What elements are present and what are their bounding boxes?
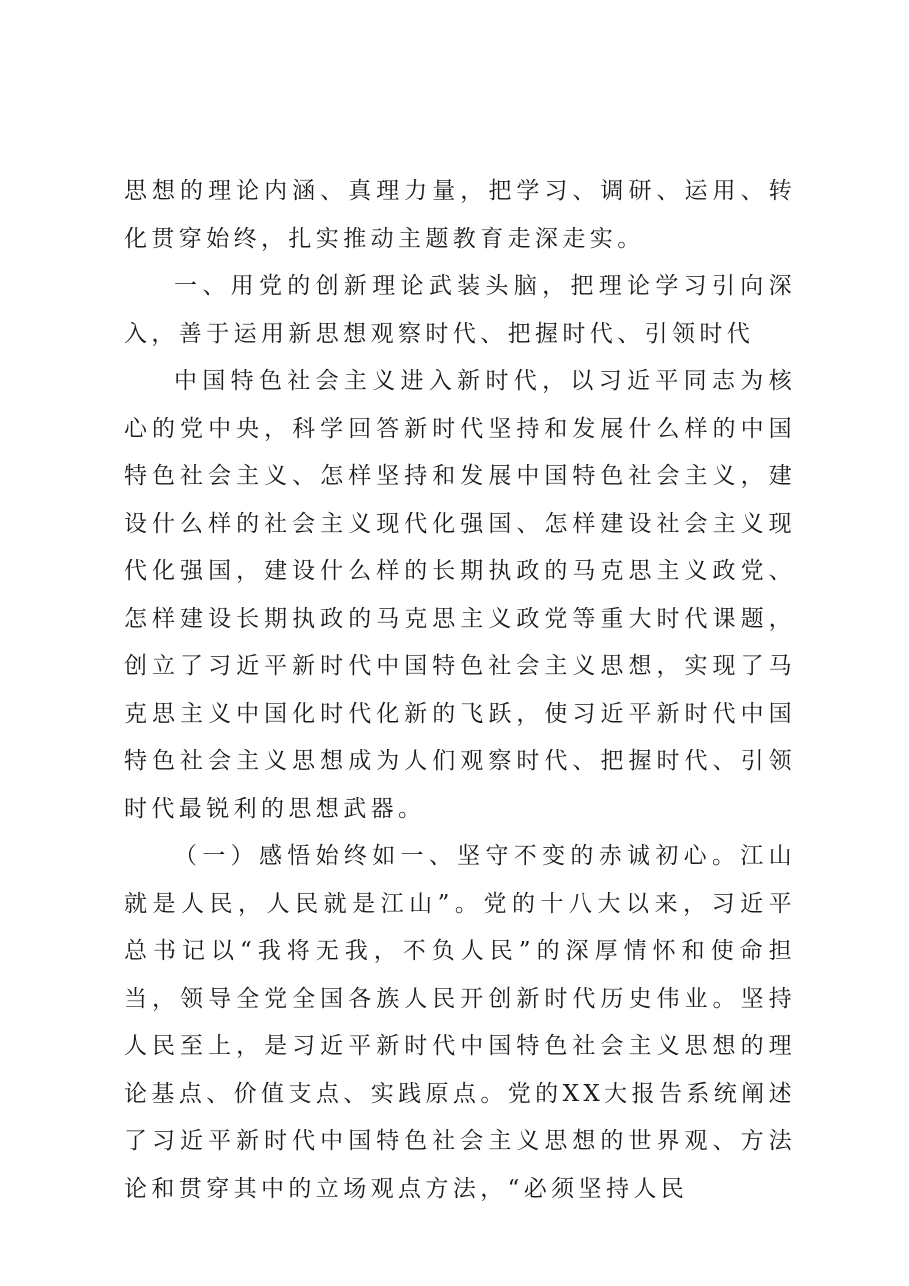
section-heading: 一、用党的创新理论武装头脑，把理论学习引向深入，善于运用新思想观察时代、把握时代、引领时代	[124, 273, 796, 347]
document-body	[124, 168, 796, 1213]
paragraph-continuation: 思想的理论内涵、真理力量，把学习、调研、运用、转化贯穿始终，扎实推动主题教育走深走实。	[124, 178, 796, 252]
paragraph-subsection-one: （一）感悟始终如一、坚守不变的赤诚初心。江山就是人民，人民就是江山”。党的十八大以来，习近平总书记以“我将无我，不负人民”的深厚情怀和使命担当，领导全党全国各族人民开创新时代历史伟业。坚持人民至上，是习近平新时代中国特色社会主义思想的理论基点、价值支点、实践原点。党的XX大报告系统阐述了习近平新时代中国特色社会主义思想的世界观、方法论和贯穿其中的立场观点方法，“必须坚持人民	[124, 843, 796, 1202]
paragraph-new-era: 中国特色社会主义进入新时代，以习近平同志为核心的党中央，科学回答新时代坚持和发展什么样的中国特色社会主义、怎样坚持和发展中国特色社会主义，建设什么样的社会主义现代化强国、怎样建设社会主义现代化强国，建设什么样的长期执政的马克思主义政党、怎样建设长期执政的马克思主义政党等重大时代课题，创立了习近平新时代中国特色社会主义思想，实现了马克思主义中国化时代化新的飞跃，使习近平新时代中国特色社会主义思想成为人们观察时代、把握时代、引领时代最锐利的思想武器。	[124, 368, 796, 822]
